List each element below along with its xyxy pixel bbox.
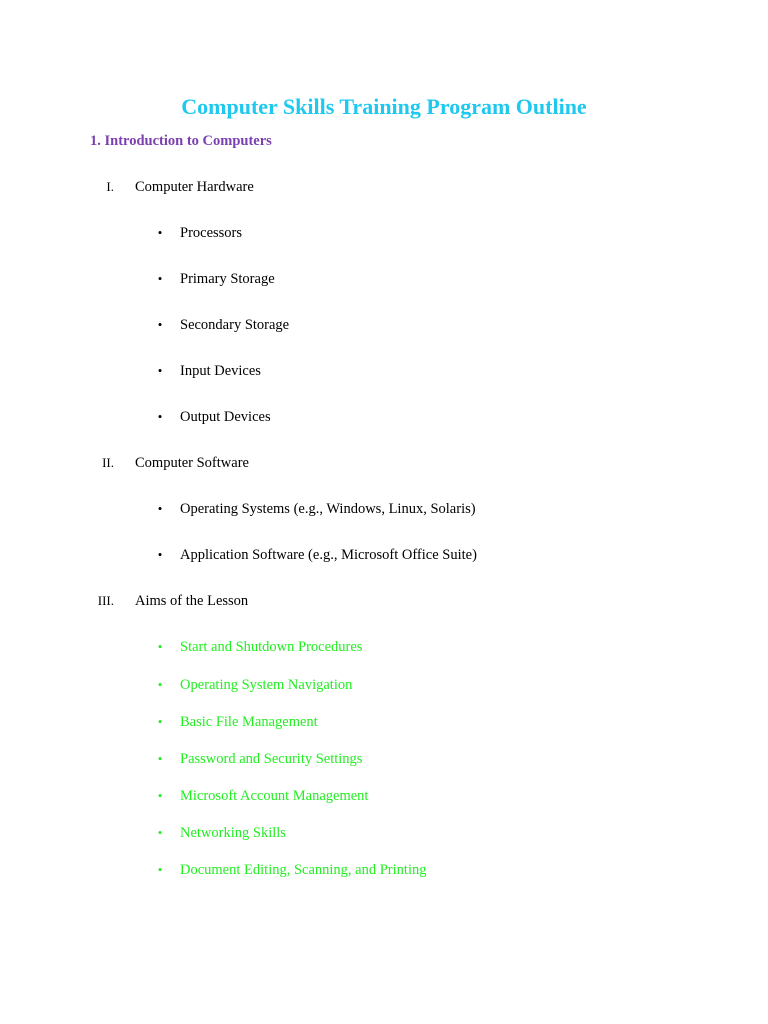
list-item-label: Processors (180, 225, 243, 241)
list-item-label: Document Editing, Scanning, and Printing (180, 862, 427, 878)
list-item-label: Application Software (e.g., Microsoft Office Suite) (180, 547, 477, 563)
bullet-icon: • (157, 788, 163, 803)
document-title: Computer Skills Training Program Outline (181, 94, 587, 119)
bullet-icon: • (157, 409, 163, 424)
roman-numeral: I. (106, 179, 114, 194)
list-item-label: Microsoft Account Management (180, 788, 369, 804)
outline-item-label: Computer Software (135, 455, 249, 471)
bullet-icon: • (157, 639, 163, 654)
bullet-icon: • (157, 547, 163, 562)
roman-numeral: III. (97, 593, 114, 608)
list-item-label: Password and Security Settings (180, 751, 363, 767)
bullet-icon: • (157, 317, 163, 332)
list-item-label: Output Devices (180, 409, 271, 425)
outline-item-label: Aims of the Lesson (135, 593, 249, 609)
list-item-label: Operating Systems (e.g., Windows, Linux, Solaris) (180, 501, 476, 517)
bullet-icon: • (157, 677, 163, 692)
roman-numeral: II. (102, 455, 114, 470)
bullet-icon: • (157, 825, 163, 840)
list-item-label: Input Devices (180, 363, 261, 379)
outline-item-label: Computer Hardware (135, 179, 254, 195)
bullet-icon: • (157, 862, 163, 877)
list-item-label: Basic File Management (180, 714, 318, 730)
bullet-icon: • (157, 225, 163, 240)
bullet-icon: • (157, 501, 163, 516)
list-item-label: Start and Shutdown Procedures (180, 639, 363, 655)
list-item-label: Networking Skills (180, 825, 286, 841)
section-heading: 1. Introduction to Computers (90, 133, 272, 149)
bullet-icon: • (157, 363, 163, 378)
bullet-icon: • (157, 271, 163, 286)
list-item-label: Primary Storage (180, 271, 275, 287)
list-item-label: Operating System Navigation (180, 677, 353, 693)
bullet-icon: • (157, 751, 163, 766)
list-item-label: Secondary Storage (180, 317, 290, 333)
bullet-icon: • (157, 714, 163, 729)
